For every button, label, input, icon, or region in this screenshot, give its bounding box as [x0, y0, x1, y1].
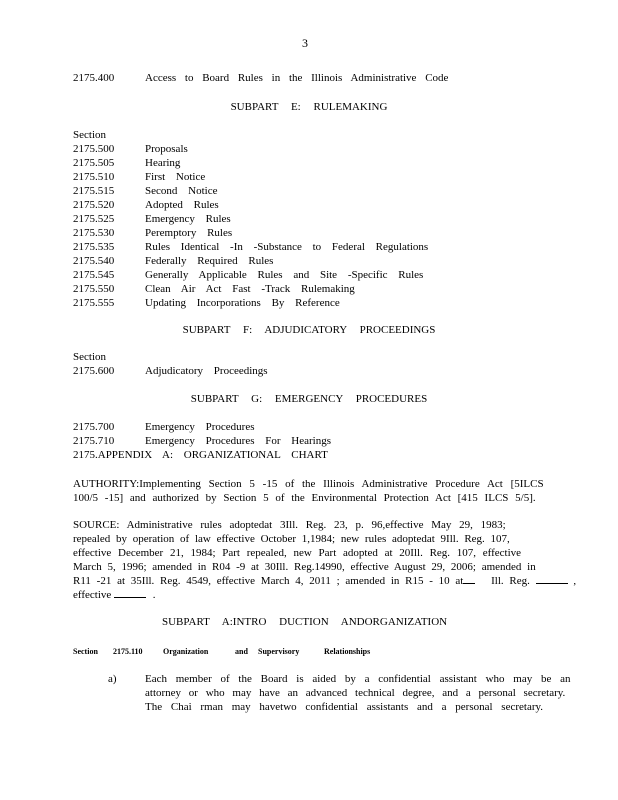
subpart-a-heading: SUBPART A:INTRO DUCTION ANDORGANIZATION: [162, 616, 448, 628]
section-number: 2175.400: [73, 72, 115, 84]
subpart-e-heading: SUBPART E: RULEMAKING: [230, 101, 388, 113]
section-label: Section: [73, 647, 98, 656]
source-line-6: [73, 588, 156, 602]
section-title: Hearing: [145, 157, 181, 169]
source-line-5-reg: Ill. Reg.: [491, 575, 530, 587]
section-title-part: Supervisory: [258, 647, 300, 656]
section-title-part: and: [235, 647, 248, 656]
subpart-f-section-label: Section: [73, 351, 106, 363]
section-number: 2175.710: [73, 435, 115, 447]
blank-field: [463, 574, 475, 584]
source-line-5-comma: ,: [573, 575, 577, 587]
blank-field: [536, 574, 568, 584]
section-title: First Notice: [145, 171, 206, 183]
authority-line-2: 100/5 -15] and authorized by Section 5 of the Environmental Protection Act [415 ILCS 5/5].: [73, 492, 536, 504]
section-title: Emergency Rules: [145, 213, 231, 225]
section-number: 2175.505: [73, 157, 115, 169]
source-line-6-period: .: [152, 589, 156, 601]
section-title: Access to Board Rules in the Illinois Administrative Code: [145, 72, 449, 84]
paragraph-label: a): [108, 673, 117, 685]
section-title: Rules Identical -In -Substance to Federal Regulations: [145, 241, 429, 253]
section-number: 2175.540: [73, 255, 115, 267]
section-title: Adjudicatory Proceedings: [145, 365, 268, 377]
blank-field: [114, 588, 146, 598]
section-number: 2175.700: [73, 421, 115, 433]
subpart-g-heading: SUBPART G: EMERGENCY PROCEDURES: [190, 393, 428, 405]
paragraph-line-1: Each member of the Board is aided by a confidential assistant who may be an: [145, 673, 571, 685]
section-title: Adopted Rules: [145, 199, 219, 211]
section-number: 2175.600: [73, 365, 115, 377]
source-line-5-text: R11 -21 at 35Ill. Reg. 4549, effective March 4, 2011 ; amended in R15 - 10 at: [73, 575, 464, 587]
section-number: 2175.110: [113, 647, 143, 656]
page-number: 3: [302, 36, 308, 50]
section-title-part: Relationships: [324, 647, 371, 656]
section-number: 2175.535: [73, 241, 115, 253]
paragraph-line-2: attorney or who may have an advanced technical degree, and a personal secretary.: [145, 687, 566, 699]
source-line-2: repealed by operation of law effective October 1,1984; new rules adoptedat 9Ill. Reg. 107,: [73, 533, 510, 545]
source-line-5: [73, 574, 576, 588]
section-number: 2175.550: [73, 283, 115, 295]
appendix-number: 2175.APPENDIX: [73, 449, 153, 461]
section-title: Clean Air Act Fast -Track Rulemaking: [145, 283, 355, 295]
appendix-title: A: ORGANIZATIONAL CHART: [162, 449, 328, 461]
section-number: 2175.555: [73, 297, 115, 309]
source-line-4: March 5, 1996; amended in R04 -9 at 30Ill. Reg.14990, effective August 29, 2006; amended in: [73, 561, 536, 573]
section-title: Proposals: [145, 143, 188, 155]
section-title: Federally Required Rules: [145, 255, 274, 267]
section-2175-110-heading: [73, 645, 371, 659]
paragraph-line-3: The Chai rman may havetwo confidential assistants and a personal secretary.: [145, 701, 544, 713]
source-line-1: SOURCE: Administrative rules adoptedat 3Ill. Reg. 23, p. 96,effective May 29, 1983;: [73, 519, 506, 531]
section-title: Emergency Procedures: [145, 421, 255, 433]
section-number: 2175.525: [73, 213, 115, 225]
section-title: Second Notice: [145, 185, 218, 197]
section-number: 2175.530: [73, 227, 115, 239]
section-number: 2175.520: [73, 199, 115, 211]
source-line-6-text: effective: [73, 589, 112, 601]
source-line-3: effective December 21, 1984; Part repealed, new Part adopted at 20Ill. Reg. 107, effective: [73, 547, 522, 559]
section-title: Peremptory Rules: [145, 227, 233, 239]
section-title: Updating Incorporations By Reference: [145, 297, 340, 309]
section-number: 2175.545: [73, 269, 115, 281]
subpart-e-section-label: Section: [73, 129, 106, 141]
section-title-part: Organization: [163, 647, 209, 656]
section-title: Generally Applicable Rules and Site -Specific Rules: [145, 269, 424, 281]
section-number: 2175.510: [73, 171, 115, 183]
section-number: 2175.515: [73, 185, 115, 197]
section-title: Emergency Procedures For Hearings: [145, 435, 331, 447]
authority-line-1: AUTHORITY:Implementing Section 5 -15 of the Illinois Administrative Procedure Act [5ILCS: [73, 478, 544, 490]
section-number: 2175.500: [73, 143, 115, 155]
subpart-f-heading: SUBPART F: ADJUDICATORY PROCEEDINGS: [182, 324, 436, 336]
